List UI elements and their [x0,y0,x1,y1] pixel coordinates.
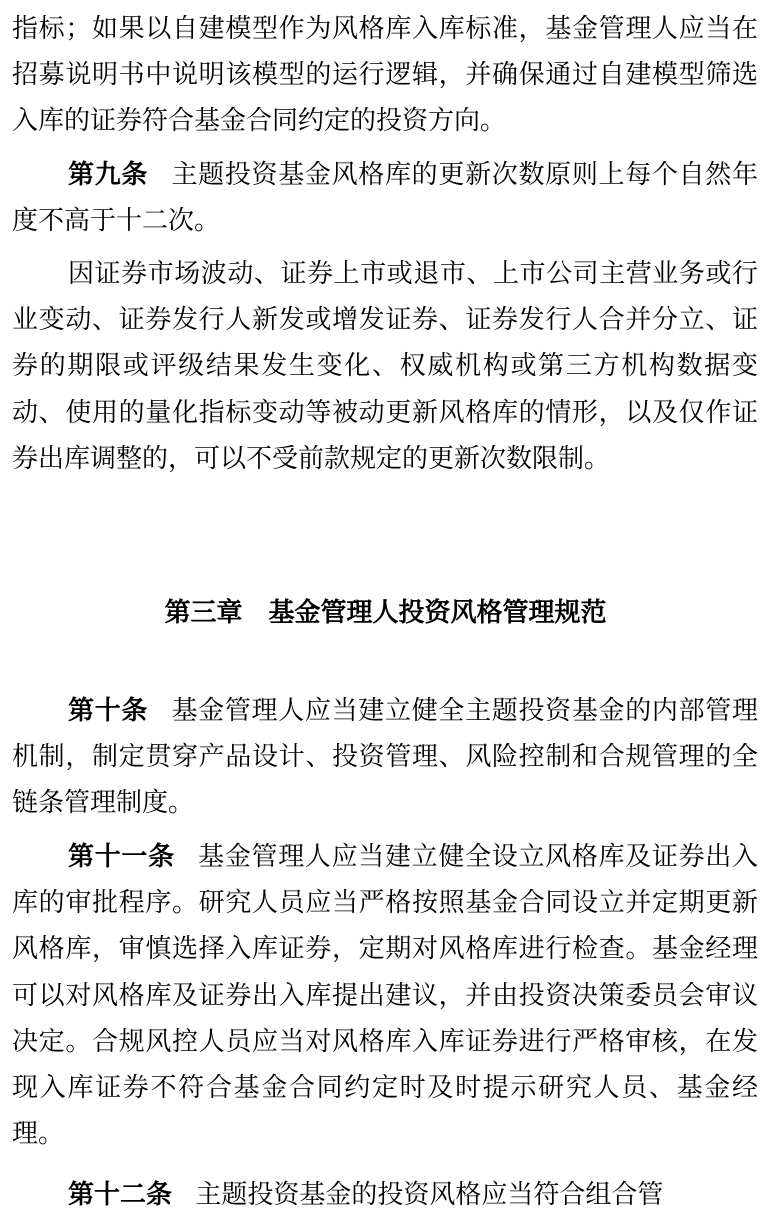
article-11 [12,834,758,1157]
article-text: 主题投资基金风格库的更新次数原则上每个自然年度不高于十二次。 [12,160,758,237]
article-9 [12,152,758,244]
chapter-title: 基金管理人投资风格管理规范 [268,598,607,628]
article-label: 第十一条 [68,842,175,872]
article-text: 主题投资基金的投资风格应当符合组合管 [195,1180,664,1210]
article-text: 基金管理人应当建立健全主题投资基金的内部管理机制，制定贯穿产品设计、投资管理、风险控制和合规管理的全链条管理制度。 [12,696,758,819]
article-label: 第九条 [68,160,149,190]
article-label: 第十条 [68,696,149,726]
paragraph-continuation [12,6,758,145]
article-label: 第十二条 [68,1180,173,1210]
paragraph-passive-update [12,251,758,482]
article-10 [12,688,758,827]
chapter-number: 第三章 [164,598,243,628]
article-text: 基金管理人应当建立健全设立风格库及证券出入库的审批程序。研究人员应当严格按照基金合同设立并定期更新风格库，审慎选择入库证券，定期对风格库进行检查。基金经理可以对风格库及证券出入库提出建议，并由投资决策委员会审议决定。合规风控人员应当对风格库入库证券进行严格审核，在发现入库证券不符合基金合同约定时及时提示研究人员、基金经理。 [12,842,758,1150]
chapter-heading [0,590,771,636]
article-12 [12,1172,758,1218]
paragraph-text: 指标；如果以自建模型作为风格库入库标准，基金管理人应当在招募说明书中说明该模型的运行逻辑，并确保通过自建模型筛选入库的证券符合基金合同约定的投资方向。 [12,14,758,137]
paragraph-text: 因证券市场波动、证券上市或退市、上市公司主营业务或行业变动、证券发行人新发或增发证券、证券发行人合并分立、证券的期限或评级结果发生变化、权威机构或第三方机构数据变动、使用的量化指标变动等被动更新风格库的情形，以及仅作证券出库调整的，可以不受前款规定的更新次数限制。 [12,259,758,474]
